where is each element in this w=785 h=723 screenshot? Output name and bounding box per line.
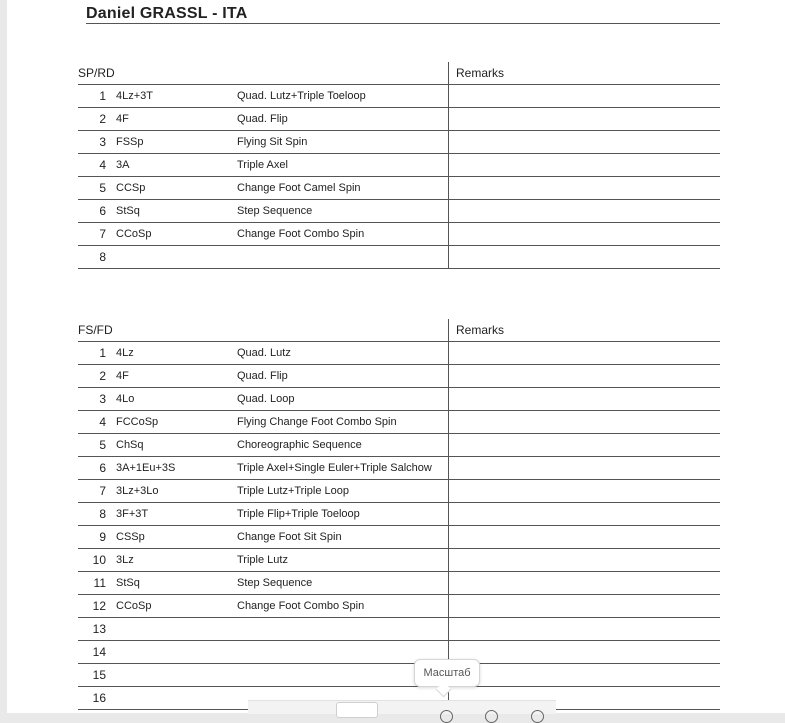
remarks-cell bbox=[448, 664, 720, 686]
element-number: 1 bbox=[99, 346, 106, 360]
table-row bbox=[78, 595, 720, 618]
section-label: SP/RD bbox=[78, 66, 115, 80]
element-number: 2 bbox=[99, 112, 106, 126]
table-row bbox=[78, 411, 720, 434]
element-description: Triple Axel+Single Euler+Triple Salchow bbox=[237, 462, 432, 474]
element-code: 4Lo bbox=[116, 393, 135, 405]
remarks-cell bbox=[448, 549, 720, 571]
element-code: 4Lz+3T bbox=[116, 90, 153, 102]
element-number: 4 bbox=[99, 415, 106, 429]
table-row bbox=[78, 85, 720, 108]
element-description: Triple Lutz+Triple Loop bbox=[237, 485, 349, 497]
table-row bbox=[78, 177, 720, 200]
element-description: Change Foot Sit Spin bbox=[237, 531, 342, 543]
remarks-cell bbox=[448, 526, 720, 548]
element-code: StSq bbox=[116, 577, 140, 589]
element-description: Flying Sit Spin bbox=[237, 136, 308, 148]
skater-title bbox=[86, 4, 720, 24]
row-cells bbox=[86, 200, 720, 222]
remarks-cell bbox=[448, 177, 720, 199]
element-code: CSSp bbox=[116, 531, 145, 543]
row-cells bbox=[86, 108, 720, 130]
element-number: 14 bbox=[92, 645, 106, 659]
element-number: 1 bbox=[99, 89, 106, 103]
table-row bbox=[78, 457, 720, 480]
element-number: 9 bbox=[99, 530, 106, 544]
table-row bbox=[78, 131, 720, 154]
table-row bbox=[78, 618, 720, 641]
element-code: 3Lz bbox=[116, 554, 134, 566]
row-cells bbox=[86, 664, 720, 686]
remarks-cell bbox=[448, 365, 720, 387]
element-code: CCoSp bbox=[116, 228, 152, 240]
element-description: Flying Change Foot Combo Spin bbox=[237, 416, 397, 428]
table-row bbox=[78, 480, 720, 503]
element-description: Step Sequence bbox=[237, 577, 313, 589]
element-description: Choreographic Sequence bbox=[237, 439, 362, 451]
element-code: ChSq bbox=[116, 439, 144, 451]
row-cells bbox=[86, 503, 720, 525]
short-program-table bbox=[78, 62, 720, 269]
element-number: 13 bbox=[92, 622, 106, 636]
table-row bbox=[78, 572, 720, 595]
row-cells bbox=[86, 223, 720, 245]
row-cells bbox=[86, 246, 720, 268]
element-number: 6 bbox=[99, 461, 106, 475]
document-page bbox=[7, 0, 785, 713]
table-row bbox=[78, 664, 720, 687]
row-cells bbox=[86, 85, 720, 107]
element-description: Triple Lutz bbox=[237, 554, 288, 566]
remarks-cell bbox=[448, 457, 720, 479]
element-description: Triple Flip+Triple Toeloop bbox=[237, 508, 360, 520]
element-code: 3F+3T bbox=[116, 508, 149, 520]
table-row bbox=[78, 200, 720, 223]
row-cells bbox=[86, 480, 720, 502]
element-number: 7 bbox=[99, 227, 106, 241]
table-row bbox=[78, 503, 720, 526]
table-header bbox=[78, 62, 720, 85]
row-cells bbox=[86, 342, 720, 364]
remarks-cell bbox=[448, 641, 720, 663]
remarks-header: Remarks bbox=[456, 66, 505, 80]
element-code: 3Lz+3Lo bbox=[116, 485, 159, 497]
element-code: FCCoSp bbox=[116, 416, 159, 428]
table-row bbox=[78, 246, 720, 269]
table-row bbox=[78, 365, 720, 388]
element-code: 3A+1Eu+3S bbox=[116, 462, 176, 474]
row-cells bbox=[86, 549, 720, 571]
element-number: 5 bbox=[99, 438, 106, 452]
element-number: 3 bbox=[99, 392, 106, 406]
free-skating-table bbox=[78, 319, 720, 710]
element-number: 8 bbox=[99, 250, 106, 264]
remarks-cell bbox=[448, 200, 720, 222]
remarks-cell bbox=[448, 223, 720, 245]
row-cells bbox=[86, 457, 720, 479]
remarks-cell bbox=[448, 434, 720, 456]
element-number: 11 bbox=[93, 576, 106, 590]
element-description: Quad. Flip bbox=[237, 370, 288, 382]
viewer-toolbar bbox=[248, 700, 556, 714]
element-description: Quad. Lutz+Triple Toeloop bbox=[237, 90, 366, 102]
element-number: 12 bbox=[92, 599, 106, 613]
remarks-cell bbox=[448, 85, 720, 107]
remarks-cell bbox=[448, 572, 720, 594]
row-cells bbox=[86, 526, 720, 548]
remarks-cell bbox=[448, 131, 720, 153]
element-code: CCoSp bbox=[116, 600, 152, 612]
element-number: 7 bbox=[99, 484, 106, 498]
element-number: 4 bbox=[99, 158, 106, 172]
row-cells bbox=[86, 388, 720, 410]
zoom-in-icon[interactable] bbox=[531, 710, 544, 723]
row-cells bbox=[86, 434, 720, 456]
element-code: FSSp bbox=[116, 136, 144, 148]
row-cells bbox=[86, 595, 720, 617]
table-row bbox=[78, 342, 720, 365]
table-row bbox=[78, 434, 720, 457]
zoom-reset-icon[interactable] bbox=[440, 710, 453, 723]
element-number: 15 bbox=[92, 668, 106, 682]
zoom-out-icon[interactable] bbox=[485, 710, 498, 723]
remarks-cell bbox=[448, 595, 720, 617]
row-cells bbox=[86, 411, 720, 433]
element-number: 10 bbox=[92, 553, 106, 567]
element-description: Quad. Flip bbox=[237, 113, 288, 125]
element-description: Change Foot Combo Spin bbox=[237, 600, 365, 612]
row-cells bbox=[86, 618, 720, 640]
element-code: 4F bbox=[116, 370, 129, 382]
remarks-cell bbox=[448, 411, 720, 433]
zoom-tooltip: Масштаб bbox=[414, 659, 480, 687]
remarks-cell bbox=[448, 480, 720, 502]
element-number: 6 bbox=[99, 204, 106, 218]
table-row bbox=[78, 154, 720, 177]
skater-name: Daniel GRASSL - ITA bbox=[86, 5, 248, 22]
section-label: FS/FD bbox=[78, 323, 113, 337]
element-description: Step Sequence bbox=[237, 205, 313, 217]
element-description: Change Foot Combo Spin bbox=[237, 228, 365, 240]
element-number: 3 bbox=[99, 135, 106, 149]
table-row bbox=[78, 108, 720, 131]
element-description: Quad. Lutz bbox=[237, 347, 291, 359]
element-description: Quad. Loop bbox=[237, 393, 295, 405]
remarks-cell bbox=[448, 618, 720, 640]
row-cells bbox=[86, 177, 720, 199]
remarks-cell bbox=[448, 503, 720, 525]
row-cells bbox=[86, 154, 720, 176]
table-row bbox=[78, 223, 720, 246]
table-row bbox=[78, 388, 720, 411]
element-number: 5 bbox=[99, 181, 106, 195]
remarks-cell bbox=[448, 154, 720, 176]
page-number-input[interactable] bbox=[336, 702, 378, 718]
row-cells bbox=[86, 131, 720, 153]
element-number: 8 bbox=[99, 507, 106, 521]
row-cells bbox=[86, 572, 720, 594]
element-description: Triple Axel bbox=[237, 159, 288, 171]
table-header bbox=[78, 319, 720, 342]
remarks-header: Remarks bbox=[456, 323, 505, 337]
table-row bbox=[78, 641, 720, 664]
row-cells bbox=[86, 641, 720, 663]
element-code: CCSp bbox=[116, 182, 146, 194]
remarks-cell bbox=[448, 388, 720, 410]
element-number: 16 bbox=[92, 691, 106, 705]
element-code: 3A bbox=[116, 159, 130, 171]
row-cells bbox=[86, 365, 720, 387]
element-code: 4F bbox=[116, 113, 129, 125]
element-description: Change Foot Camel Spin bbox=[237, 182, 361, 194]
remarks-cell bbox=[448, 246, 720, 268]
table-row bbox=[78, 526, 720, 549]
remarks-cell bbox=[448, 342, 720, 364]
element-code: StSq bbox=[116, 205, 140, 217]
element-code: 4Lz bbox=[116, 347, 134, 359]
remarks-cell bbox=[448, 108, 720, 130]
table-row bbox=[78, 549, 720, 572]
element-number: 2 bbox=[99, 369, 106, 383]
